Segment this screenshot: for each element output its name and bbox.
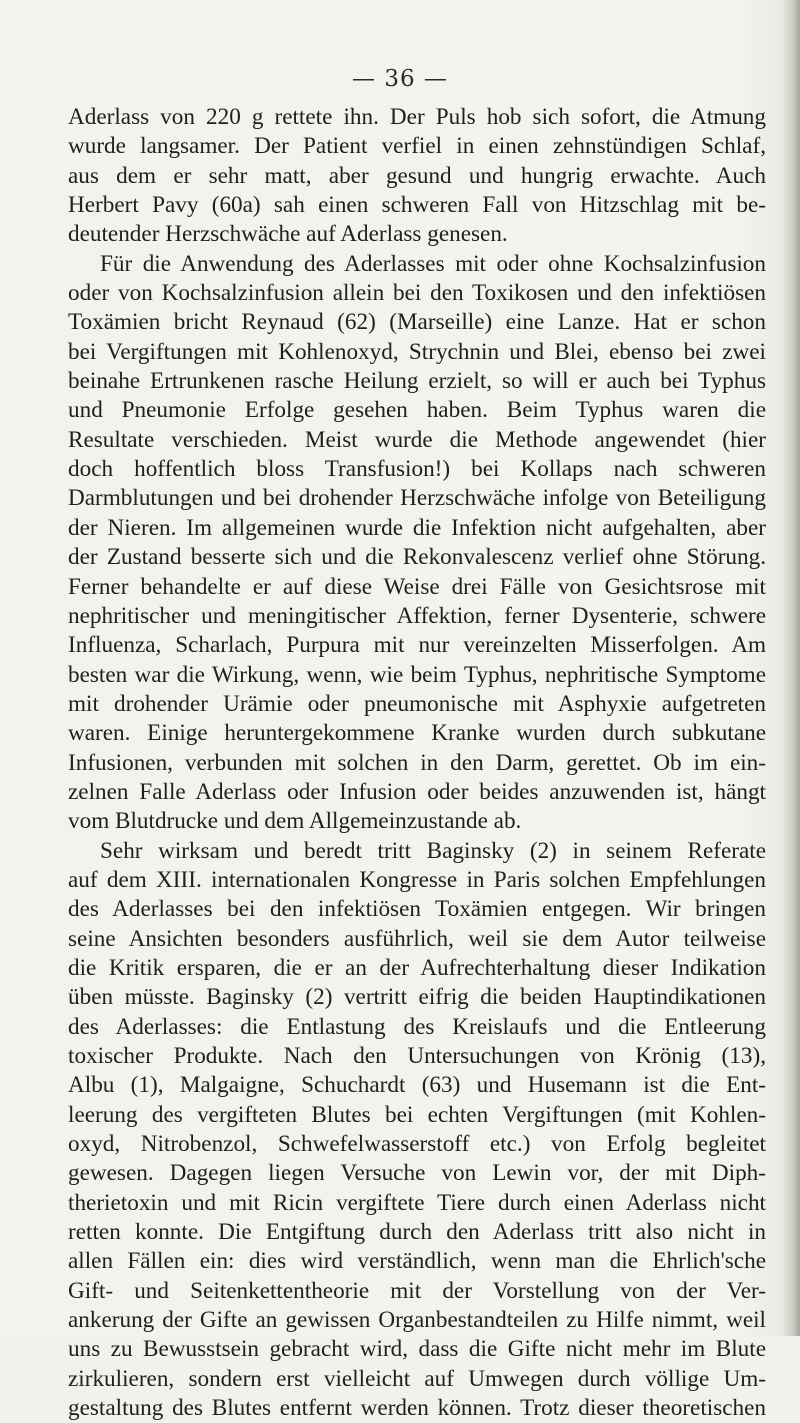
- text-line: Sehr wirksam und beredt tritt Baginsky (2) in seinem Referate: [100, 837, 766, 864]
- text-line: Infusionen, verbunden mit solchen in den Darm, gerettet. Ob im ein-: [68, 749, 766, 776]
- text-line: Gift- und Seitenkettentheorie mit der Vorstellung von der Ver-: [68, 1277, 766, 1304]
- text-line: und Pneumonie Erfolge gesehen haben. Beim Typhus waren die: [68, 397, 766, 424]
- text-line: der Nieren. Im allgemeinen wurde die Infektion nicht aufgehalten, aber: [68, 514, 766, 541]
- text-line: uns zu Bewusstsein gebracht wird, dass die Gifte nicht mehr im Blute: [68, 1336, 766, 1363]
- text-line: deutender Herzschwäche auf Aderlass genesen.: [68, 221, 508, 248]
- text-line: beinahe Ertrunkenen rasche Heilung erzielt, so will er auch bei Typhus: [68, 368, 766, 395]
- text-line: therietoxin und mit Ricin vergiftete Tiere durch einen Aderlass nicht: [68, 1189, 766, 1216]
- body-text: [68, 103, 766, 1423]
- text-line: zelnen Falle Aderlass oder Infusion oder beides anzuwenden ist, hängt: [68, 778, 766, 805]
- text-line: mit drohender Urämie oder pneumonische mit Asphyxie aufgetreten: [68, 690, 766, 717]
- text-line: vom Blutdrucke und dem Allgemeinzustande ab.: [68, 808, 522, 835]
- text-line: Influenza, Scharlach, Purpura mit nur vereinzelten Misserfolgen. Am: [68, 632, 766, 659]
- text-line: der Zustand besserte sich und die Rekonvalescenz verlief ohne Störung.: [68, 544, 766, 571]
- text-line: toxischer Produkte. Nach den Untersuchungen von Krönig (13),: [68, 1043, 766, 1069]
- text-line: allen Fällen ein: dies wird verständlich, wenn man die Ehrlich'sche: [68, 1248, 766, 1275]
- page-edge-shadow: [782, 0, 800, 1336]
- text-line: Herbert Pavy (60a) sah einen schweren Fall von Hitzschlag mit be-: [68, 192, 766, 219]
- text-line: aus dem er sehr matt, aber gesund und hungrig erwachte. Auch: [68, 162, 766, 189]
- text-line: Ferner behandelte er auf diese Weise drei Fälle von Gesichtsrose mit: [68, 573, 766, 600]
- text-line: leerung des vergifteten Blutes bei echten Vergiftungen (mit Kohlen-: [68, 1101, 766, 1128]
- text-line: oxyd, Nitrobenzol, Schwefelwasserstoff etc.) von Erfolg begleitet: [68, 1131, 766, 1158]
- text-line: Resultate verschieden. Meist wurde die Methode angewendet (hier: [68, 426, 766, 453]
- text-line: Darmblutungen und bei drohender Herzschwäche infolge von Beteiligung: [68, 485, 766, 512]
- text-line: die Kritik ersparen, die er an der Aufrechterhaltung dieser Indikation: [68, 954, 766, 981]
- text-line: bei Vergiftungen mit Kohlenoxyd, Strychnin und Blei, ebenso bei zwei: [68, 338, 766, 365]
- text-line: retten konnte. Die Entgiftung durch den Aderlass tritt also nicht in: [68, 1219, 766, 1246]
- page-number: — 36 —: [352, 66, 448, 92]
- text-line: nephritischer und meningitischer Affektion, ferner Dysenterie, schwere: [68, 602, 766, 629]
- text-line: zirkulieren, sondern erst vielleicht auf Umwegen durch völlige Um-: [68, 1365, 766, 1392]
- text-line: Toxämien bricht Reynaud (62) (Marseille) eine Lanze. Hat er schon: [68, 309, 766, 336]
- text-line: besten war die Wirkung, wenn, wie beim Typhus, nephritische Symptome: [68, 661, 766, 688]
- text-line: Für die Anwendung des Aderlasses mit oder ohne Kochsalzinfusion: [100, 250, 766, 277]
- text-line: auf dem XIII. internationalen Kongresse in Paris solchen Empfehlungen: [68, 866, 766, 893]
- text-line: des Aderlasses bei den infektiösen Toxämien entgegen. Wir bringen: [68, 896, 766, 923]
- text-line: wurde langsamer. Der Patient verfiel in einen zehnstündigen Schlaf,: [68, 133, 766, 160]
- text-line: seine Ansichten besonders ausführlich, weil sie dem Autor teilweise: [68, 925, 766, 952]
- text-line: oder von Kochsalzinfusion allein bei den Toxikosen und den infektiösen: [68, 280, 766, 307]
- text-line: gewesen. Dagegen liegen Versuche von Lewin vor, der mit Diph-: [68, 1160, 766, 1187]
- text-line: gestaltung des Blutes entfernt werden können. Trotz dieser theoretischen: [68, 1395, 766, 1422]
- text-line: doch hoffentlich bloss Transfusion!) bei Kollaps nach schweren: [68, 456, 766, 483]
- text-line: Albu (1), Malgaigne, Schuchardt (63) und Husemann ist die Ent-: [68, 1072, 766, 1099]
- text-line: Aderlass von 220 g rettete ihn. Der Puls hob sich sofort, die Atmung: [68, 104, 766, 130]
- text-line: ankerung der Gifte an gewissen Organbestandteilen zu Hilfe nimmt, weil: [68, 1307, 766, 1334]
- text-line: üben müsste. Baginsky (2) vertritt eifrig die beiden Hauptindikationen: [68, 984, 766, 1011]
- text-line: des Aderlasses: die Entlastung des Kreislaufs und die Entleerung: [68, 1013, 766, 1040]
- text-line: waren. Einige heruntergekommene Kranke wurden durch subkutane: [68, 720, 766, 747]
